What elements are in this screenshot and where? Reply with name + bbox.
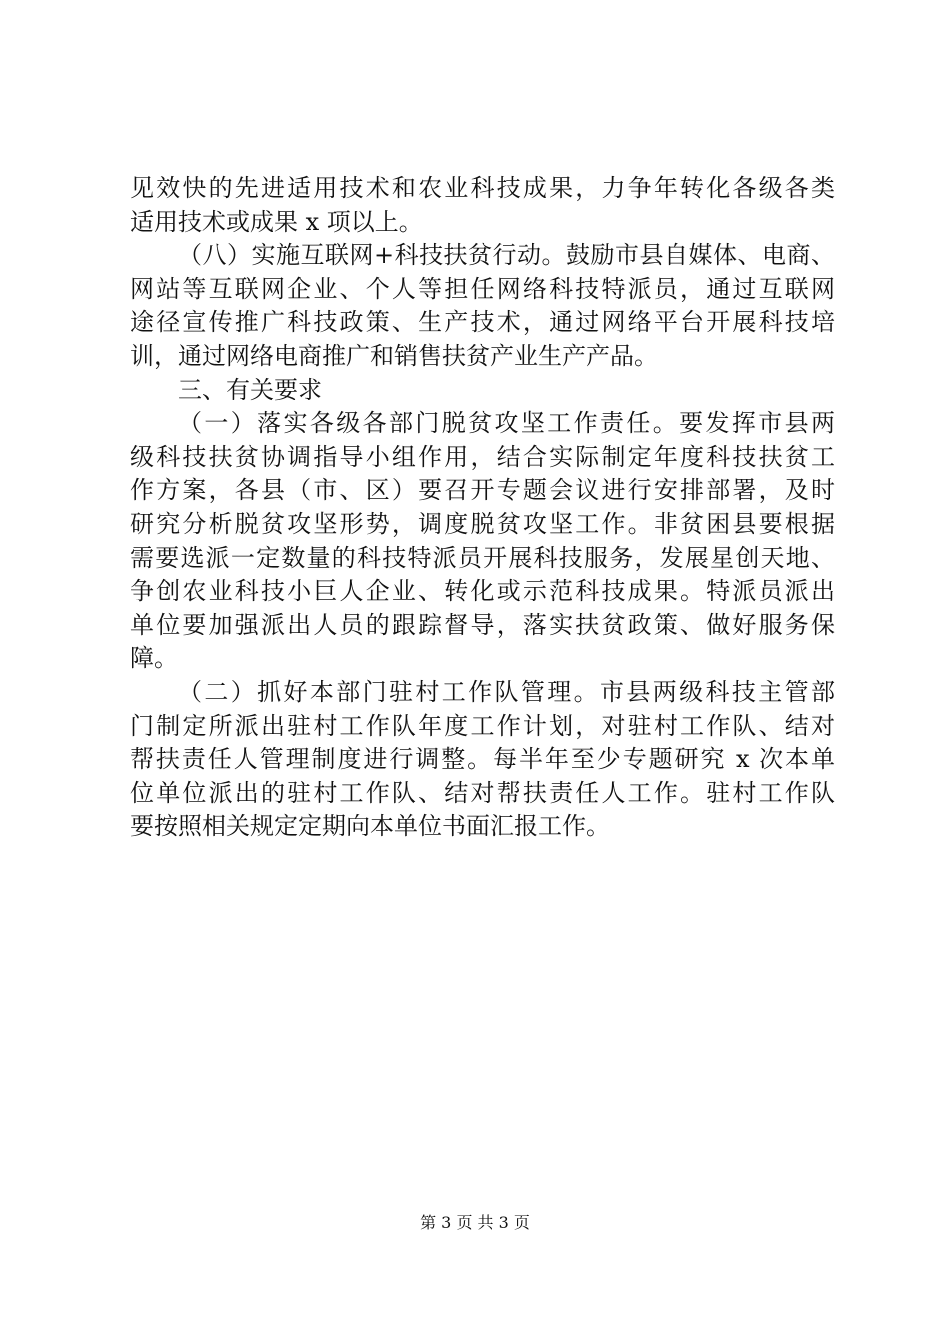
text-line: 研究分析脱贫攻坚形势，调度脱贫攻坚工作。非贫困县要根据: [130, 509, 835, 538]
text-line: 帮扶责任人管理制度进行调整。每半年至少专题研究 x 次本单: [130, 745, 835, 774]
text-line: 训，通过网络电商推广和销售扶贫产业生产产品。: [130, 341, 658, 370]
text-line: 需要选派一定数量的科技特派员开展科技服务，发展星创天地、: [130, 543, 835, 572]
text-line: 级科技扶贫协调指导小组作用，结合实际制定年度科技扶贫工: [130, 442, 835, 471]
text-line: 作方案，各县（市、区）要召开专题会议进行安排部署，及时: [130, 476, 835, 505]
page-number-footer: 第 3 页 共 3 页: [420, 1213, 530, 1232]
text-line: 见效快的先进适用技术和农业科技成果，力争年转化各级各类: [130, 174, 835, 202]
text-line: 要按照相关规定定期向本单位书面汇报工作。: [130, 812, 610, 841]
text-line: 障。: [130, 644, 178, 673]
text-line: 途径宣传推广科技政策、生产技术，通过网络平台开展科技培: [130, 308, 835, 337]
text-line: 位单位派出的驻村工作队、结对帮扶责任人工作。驻村工作队: [130, 778, 835, 807]
paragraph-start-line: （一）落实各级各部门脱贫攻坚工作责任。要发挥市县两: [178, 409, 835, 438]
text-line: 适用技术或成果 x 项以上。: [130, 207, 423, 236]
paragraph-start-line: （八）实施互联网+科技扶贫行动。鼓励市县自媒体、电商、: [178, 241, 835, 270]
text-line: 门制定所派出驻村工作队年度工作计划，对驻村工作队、结对: [130, 711, 835, 740]
document-body: [130, 172, 835, 844]
text-line: 争创农业科技小巨人企业、转化或示范科技成果。特派员派出: [130, 577, 835, 606]
text-line: 单位要加强派出人员的跟踪督导，落实扶贫政策、做好服务保: [130, 610, 835, 639]
paragraph-start-line: （二）抓好本部门驻村工作队管理。市县两级科技主管部: [178, 677, 835, 706]
text-line: 网站等互联网企业、个人等担任网络科技特派员，通过互联网: [130, 274, 835, 303]
section-heading: 三、有关要求: [178, 375, 322, 404]
